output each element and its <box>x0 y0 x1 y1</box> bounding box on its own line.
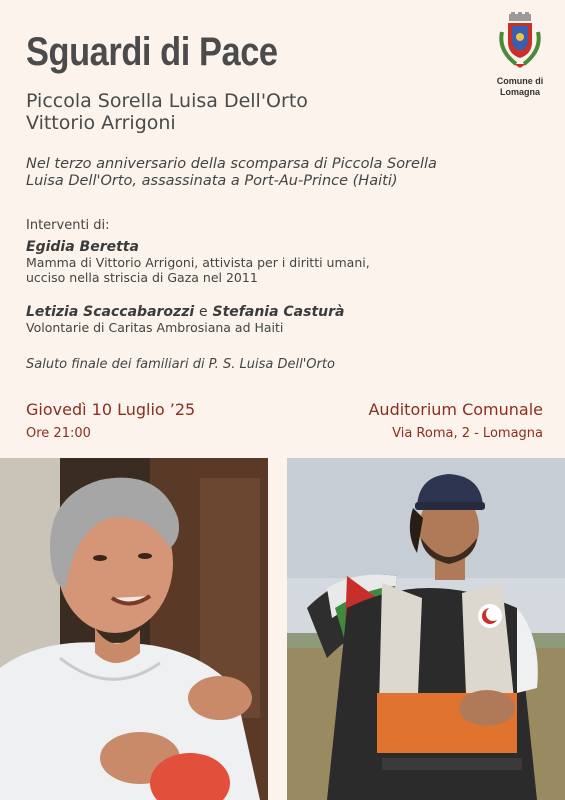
speaker-name: Stefania Casturà <box>212 304 345 320</box>
anniversary-note: Nel terzo anniversario della scomparsa di Piccola Sorella Luisa Dell'Orto, assassinata a Port-Au-Prince (Haiti) <box>26 156 437 189</box>
portrait-illustration <box>0 458 268 800</box>
event-title: Sguardi di Pace <box>26 30 278 74</box>
speaker-name: Letizia Scaccabarozzi <box>26 304 195 320</box>
closing-greeting: Saluto finale dei familiari di P. S. Luisa Dell'Orto <box>26 357 335 372</box>
speaker-names <box>26 305 344 320</box>
speaker-description: ucciso nella striscia di Gaza nel 2011 <box>26 270 258 285</box>
honoree-vittorio: Vittorio Arrigoni <box>26 112 176 134</box>
event-date: Giovedì 10 Luglio ’25 <box>26 400 196 419</box>
event-time: Ore 21:00 <box>26 426 91 441</box>
speaker-volunteers <box>26 305 344 335</box>
municipal-crest-icon <box>496 12 544 70</box>
photo-vittorio <box>287 458 565 800</box>
speaker-egidia <box>26 240 370 285</box>
interventi-label: Interventi di: <box>26 218 110 233</box>
speaker-description: Volontarie di Caritas Ambrosiana ad Haiti <box>26 320 284 335</box>
municipality-name: Comune di Lomagna <box>496 76 544 97</box>
speaker-conjunction: e <box>199 304 208 320</box>
honorees <box>26 90 308 134</box>
portrait-illustration <box>287 458 565 800</box>
event-address: Via Roma, 2 - Lomagna <box>392 426 543 441</box>
event-venue: Auditorium Comunale <box>368 400 543 419</box>
speaker-name: Egidia Beretta <box>26 239 139 255</box>
honoree-luisa: Piccola Sorella Luisa Dell'Orto <box>26 90 308 112</box>
speaker-description: Mamma di Vittorio Arrigoni, attivista per i diritti umani, <box>26 255 370 270</box>
photo-luisa <box>0 458 268 800</box>
